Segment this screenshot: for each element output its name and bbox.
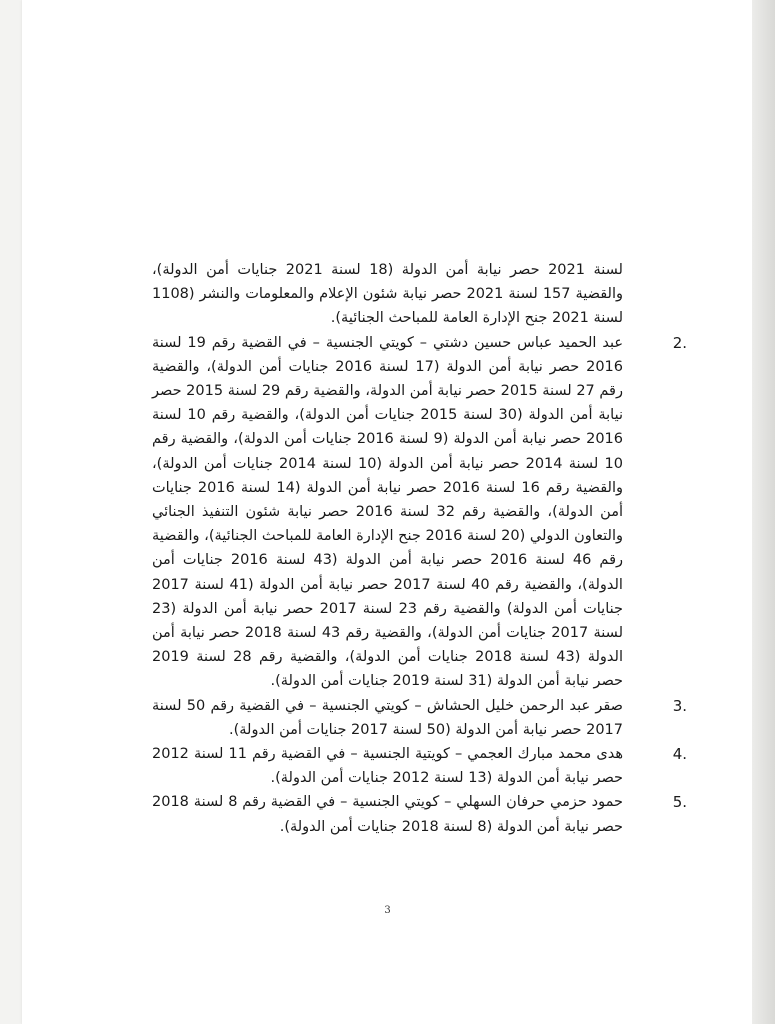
list-item-text: هدى محمد مبارك العجمي – كويتية الجنسية – في القضية رقم 11 لسنة 2012 حصر نيابة أمن الدولة (13 لسنة 2012 جنايات أمن الدولة).: [152, 746, 623, 787]
list-item-number: 4.: [672, 745, 687, 764]
list-item-text: حمود حزمي حرفان السهلي – كويتي الجنسية – في القضية رقم 8 لسنة 2018 حصر نيابة أمن الدولة (8 لسنة 2018 جنايات أمن الدولة).: [152, 794, 623, 835]
document-body: [152, 258, 687, 839]
list-item-number: 3.: [672, 696, 687, 715]
list-item-number: 5.: [672, 793, 687, 812]
list-item-text: عبد الحميد عباس حسين دشتي – كويتي الجنسية – في القضية رقم 19 لسنة 2016 حصر نيابة أمن الدولة (17 لسنة 2016 جنايات أمن الدولة)، والقضية رقم 27 لسنة 2015 حصر نيابة أمن الدولة، والقضية رقم 29 لسنة 2015 حصر نيابة أمن الدولة (30 لسنة 2015 جنايات أمن الدولة)، والقضية رقم 10 لسنة 2016 حصر نيابة أمن الدولة (9 لسنة 2016 جنايات أمن الدولة)، والقضية رقم 10 لسنة 2014 حصر نيابة أمن الدولة (10 لسنة 2014 جنايات أمن الدولة)، والقضية رقم 16 لسنة 2016 حصر نيابة أمن الدولة (14 لسنة 2016 جنايات أمن الدولة)، والقضية رقم 32 لسنة 2016 حصر نيابة شئون التنفيذ الجنائي والتعاون الدولي (20 لسنة 2016 جنح الإدارة العامة للمباحث الجنائية)، والقضية رقم 46 لسنة 2016 حصر نيابة أمن الدولة (43 لسنة 2016 جنايات أمن الدولة)، والقضية رقم 40 لسنة 2017 حصر نيابة أمن الدولة (41 لسنة 2017 جنايات أمن الدولة) والقضية رقم 23 لسنة 2017 حصر نيابة أمن الدولة (23 لسنة 2017 جنايات أمن الدولة)، والقضية رقم 43 لسنة 2018 حصر نيابة أمن الدولة (43 لسنة 2018 جنايات أمن الدولة)، والقضية رقم 28 لسنة 2019 حصر نيابة أمن الدولة (31 لسنة 2019 جنايات أمن الدولة).: [152, 334, 624, 690]
list-item: [152, 694, 687, 742]
list-item-text: صقر عبد الرحمن خليل الحشاش – كويتي الجنسية – في القضية رقم 50 لسنة 2017 حصر نيابة أمن الدولة (50 لسنة 2017 جنايات أمن الدولة).: [152, 697, 623, 738]
intro-paragraph: لسنة 2021 حصر نيابة أمن الدولة (18 لسنة 2021 جنايات أمن الدولة)، والقضية 157 لسنة 2021 حصر نيابة شئون الإعلام والمعلومات والنشر (1108 لسنة 2021 جنح الإدارة العامة للمباحث الجنائية).: [152, 262, 623, 327]
list-item: [152, 742, 687, 790]
list-item: [152, 790, 687, 838]
page-edge-shadow: [752, 0, 775, 1024]
page-number: 3: [384, 905, 391, 916]
list-item-number: 2.: [672, 333, 687, 352]
list-item: [152, 331, 687, 694]
